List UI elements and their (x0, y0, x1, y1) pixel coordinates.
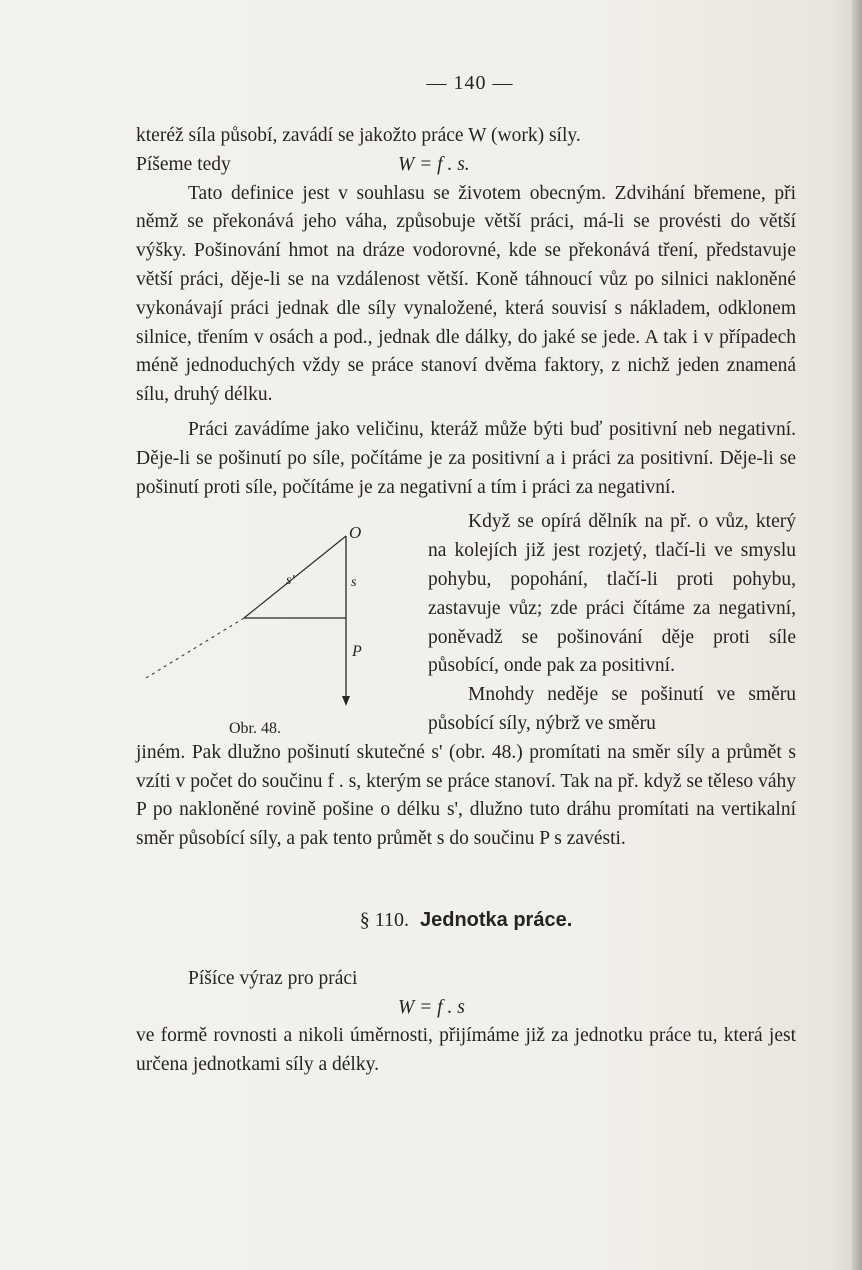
paragraph-2: Tato definice jest v souhlasu se životem obecným. Zdvihání břemene, při němž se překonává jeho váha, způsobuje větší práci, má-li se provésti do větší výšky. Pošinování hmot na dráze vodorovné, kde se překonává tření, představuje větší práci, děje-li se na vzdálenost větší. Koně táhnoucí vůz po silnici nakloněné vykonávají práci jednak dle síly vynaložené, která souvisí s nákladem, odklonem silnice, třením v osách a pod., jednak dle dálky, do jaké se jede. A tak i v případech méně jednoduchých vždy se práce stanoví dvěma faktory, z nichž jeden znamená sílu, druhý délku. (136, 182, 796, 406)
page-edge (852, 0, 862, 1270)
section-equation: W = f . s (398, 996, 465, 1018)
section-paragraph-2: ve formě rovnosti a nikoli úměrnosti, přijímáme již za jednotku práce tu, která jest určena jednotkami síly a délky. (136, 1025, 796, 1076)
figure-label-s-prime: s' (286, 573, 295, 589)
figure-label-o: O (349, 523, 362, 543)
figure-label-s: s (351, 575, 357, 591)
paragraph-3: Práci zavádíme jako veličinu, kteráž může býti buď positivní neb negativní. Děje-li se pošinutí po síle, počítáme je za positivní a i práci za positivní. Děje-li se pošinutí proti síle, počítáme je za negativní a tím i práci za negativní. (136, 418, 796, 498)
section-paragraph-1: Píšíce výraz pro práci (188, 967, 358, 989)
wrapped-text (416, 508, 796, 738)
section-number: § 110. (359, 908, 409, 931)
figure-48 (136, 508, 416, 738)
text-block (136, 122, 796, 1080)
section-heading (136, 906, 796, 935)
paragraph-5a: Mnohdy neděje se pošinutí ve směru působící síly, nýbrž ve směru (428, 684, 796, 734)
equation-lead: Píšeme tedy (136, 153, 231, 175)
figure-caption: Obr. 48. (229, 720, 281, 738)
figure-wrap (136, 508, 796, 738)
page-number: — 140 — (426, 72, 514, 94)
figure-diagram (136, 508, 416, 738)
paragraph-1: kteréž síla působí, zavádí se jakožto práce W (work) síly. (136, 125, 581, 146)
figure-label-p: P (352, 643, 362, 661)
equation-line (136, 151, 796, 180)
paragraph-5b: jiném. Pak dlužno pošinutí skutečné s' (obr. 48.) promítati na směr síly a průmět s vzíti v počet do součinu f . s, kterým se práce stanoví. Tak na př. když se těleso váhy P po nakloněné rovině pošine o délku s', dlužno tuto dráhu promítati na vertikalní směr působící síly, a pak tento průmět s do součinu P s zavésti. (136, 741, 796, 850)
section-title: Jednotka práce. (419, 908, 573, 931)
paragraph-4: Když se opírá dělník na př. o vůz, který na kolejích již jest rozjetý, tlačí-li ve smyslu pohybu, popohání, tlačí-li proti pohybu, zastavuje vůz; zde práci čítáme za negativní, poněvadž se pošinování děje proti síle působící, onde pak za positivní. (428, 511, 796, 677)
equation-work: W = f . s. (398, 153, 470, 175)
